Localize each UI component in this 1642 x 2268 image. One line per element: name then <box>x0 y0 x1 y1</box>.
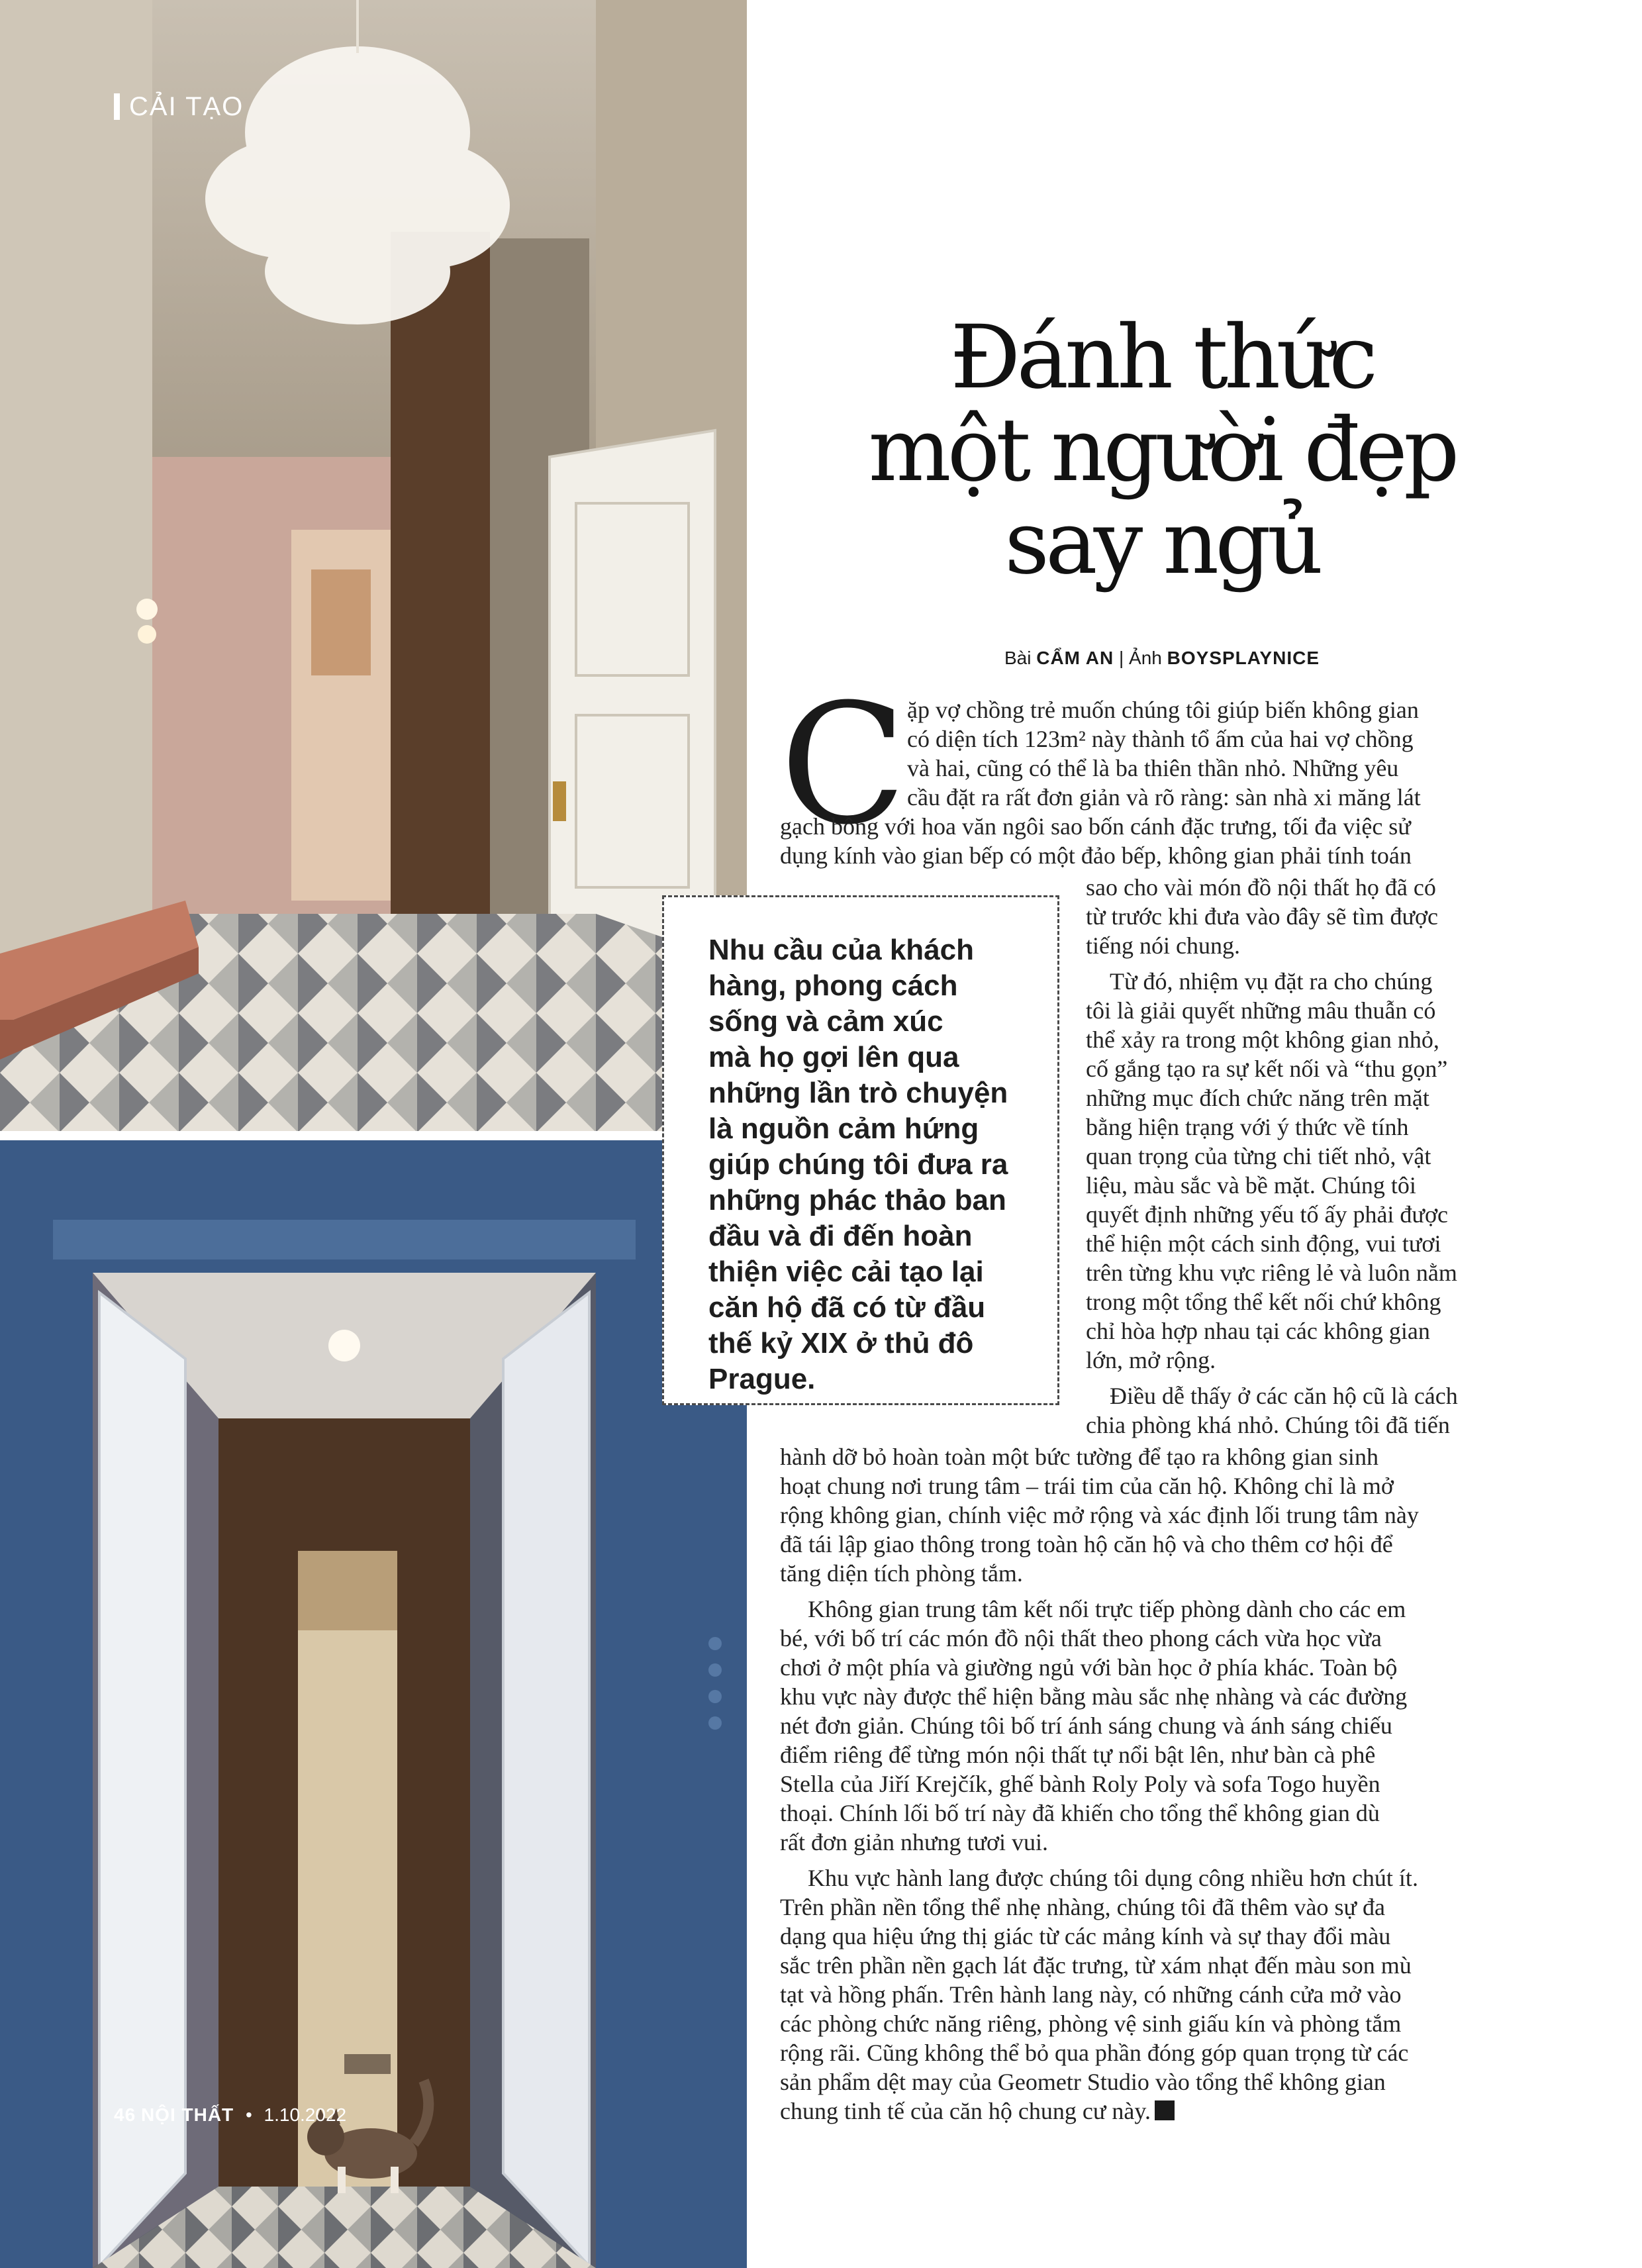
pull-quote-line: Prague. <box>708 1363 816 1395</box>
body-line: chia phòng khá nhỏ. Chúng tôi đã tiến <box>1086 1412 1450 1438</box>
body-line: tăng diện tích phòng tắm. <box>780 1560 1023 1587</box>
pull-quote-line: thế kỷ XIX ở thủ đô <box>708 1327 974 1359</box>
body-line: hoạt chung nơi trung tâm – trái tim của căn hộ. Không chỉ là mở <box>780 1473 1394 1499</box>
pull-quote-line: mà họ gợi lên qua <box>708 1041 959 1073</box>
body-line: sản phẩm dệt may của Geometr Studio vào tổng thể không gian <box>780 2069 1386 2095</box>
body-line: liệu, màu sắc và bề mặt. Chúng tôi <box>1086 1172 1416 1199</box>
body-line: dụng kính vào gian bếp có một đảo bếp, không gian phải tính toán <box>780 842 1412 869</box>
body-line: chơi ở một phía và giường ngủ với bàn học ở phía khác. Toàn bộ <box>780 1654 1398 1681</box>
body-line: gạch bông với hoa văn ngôi sao bốn cánh đặc trưng, tối đa việc sử <box>780 813 1411 840</box>
article-credits <box>761 648 1563 669</box>
body-line: khu vực này được thể hiện bằng màu sắc nhẹ nhàng và các đường <box>780 1683 1408 1710</box>
body-line-last <box>780 2096 1175 2126</box>
headline-line: một người đẹp <box>868 399 1456 501</box>
section-bar <box>114 93 120 120</box>
wall-switch <box>708 1716 722 1730</box>
bathroom-opening <box>298 1551 397 2187</box>
body-line: bé, với bố trí các món đồ nội thất theo phong cách vừa học vừa <box>780 1625 1382 1652</box>
left-wall <box>0 0 152 954</box>
body-line: bằng hiện trạng với ý thức về tính <box>1086 1114 1409 1140</box>
headline-line: Đánh thức <box>949 307 1375 409</box>
headline-line: say ngủ <box>1004 492 1320 594</box>
photo-corridor-illustration <box>0 1140 747 2268</box>
body-line: có diện tích 123m² này thành tổ ấm của hai vợ chồng <box>907 726 1414 752</box>
body-line: chung tinh tế của căn hộ chung cư này. <box>780 2098 1151 2124</box>
drop-cap: C <box>780 668 907 861</box>
body-line: Không gian trung tâm kết nối trực tiếp phòng dành cho các em <box>808 1596 1406 1622</box>
body-line: rộng rãi. Cũng không thể bỏ qua phần đóng góp quan trọng từ các <box>780 2040 1409 2066</box>
section-tag <box>114 91 244 122</box>
bathroom-ceiling <box>298 1551 397 1630</box>
wall-sconce-light <box>138 625 156 644</box>
pull-quote-line: hàng, phong cách <box>708 969 958 1002</box>
credit-photo-prefix: Ảnh <box>1129 648 1162 668</box>
body-line: Điều dễ thấy ở các căn hộ cũ là cách <box>1110 1383 1458 1409</box>
body-line: các phòng chức năng riêng, phòng vệ sinh giấu kín và phòng tắm <box>780 2010 1402 2037</box>
body-line: ặp vợ chồng trẻ muốn chúng tôi giúp biến không gian <box>907 697 1419 723</box>
body-line: quan trọng của từng chi tiết nhỏ, vật <box>1086 1143 1431 1169</box>
ceiling-spotlight <box>328 1330 360 1361</box>
body-line: lớn, mở rộng. <box>1086 1347 1216 1373</box>
pull-quote-line: là nguồn cảm hứng <box>708 1112 979 1145</box>
bathroom-glimpse <box>311 569 371 675</box>
door-handle <box>553 781 566 821</box>
body-line: tạt và hồng phấn. Trên hành lang này, có những cánh cửa mở vào <box>780 1981 1402 2008</box>
body-line: và hai, cũng có thể là ba thiên thần nhỏ. Những yêu <box>907 755 1399 781</box>
body-line: sao cho vài món đồ nội thất họ đã có <box>1086 874 1436 901</box>
credit-photographer: BOYSPLAYNICE <box>1167 648 1320 668</box>
body-line: sắc trên phần nền gạch lát đặc trưng, từ xám nhạt đến màu son mù <box>780 1952 1412 1979</box>
pull-quote <box>708 932 1053 1397</box>
bathroom-sink <box>344 2054 391 2074</box>
credit-text-prefix: Bài <box>1004 648 1032 668</box>
body-line: những mục đích chức năng trên mặt <box>1086 1085 1429 1111</box>
body-line: nét đơn giản. Chúng tôi bố trí ánh sáng chung và ánh sáng chiếu <box>780 1712 1392 1739</box>
body-line: rất đơn giản nhưng tươi vui. <box>780 1829 1049 1855</box>
issue-date: 1.10.2022 <box>264 2104 347 2125</box>
pull-quote-line: những phác thảo ban <box>708 1184 1006 1216</box>
wall-sconce-light <box>136 599 158 620</box>
pull-quote-line: giúp chúng tôi đưa ra <box>708 1148 1008 1181</box>
body-line: Khu vực hành lang được chúng tôi dụng công nhiều hơn chút ít. <box>808 1865 1418 1891</box>
body-line: thể xảy ra trong một không gian nhỏ, <box>1086 1026 1439 1053</box>
page-folio <box>114 2104 346 2126</box>
body-line: quyết định những yếu tố ấy phải được <box>1086 1201 1448 1228</box>
body-line: Stella của Jiří Krejčík, ghế bành Roly Poly và sofa Togo huyền <box>780 1771 1380 1797</box>
body-line: cố gắng tạo ra sự kết nối và “thu gọn” <box>1086 1056 1448 1082</box>
body-line: tiếng nói chung. <box>1086 932 1240 959</box>
body-line: Trên phần nền tổng thể nhẹ nhàng, chúng tôi đã thêm vào sự đa <box>780 1894 1386 1920</box>
body-line: chỉ hòa hợp nhau tại các không gian <box>1086 1318 1430 1344</box>
magazine-name: NỘI THẤT <box>140 2104 234 2125</box>
door-frame-top <box>53 1220 636 1259</box>
end-of-article-square-icon <box>1155 2100 1175 2120</box>
photo-blue-corridor-cat <box>0 1140 747 2268</box>
pull-quote-line: Nhu cầu của khách <box>708 934 975 966</box>
open-door-right <box>503 1293 589 2266</box>
wall-switch <box>708 1663 722 1677</box>
folio-bullet: • <box>245 2104 252 2125</box>
pull-quote-line: thiện việc cải tạo lại <box>708 1256 984 1288</box>
body-line: thoại. Chính lối bố trí này đã khiến cho tổng thể không gian dù <box>780 1800 1380 1826</box>
page-number: 46 <box>114 2104 136 2125</box>
credit-separator: | <box>1118 648 1124 668</box>
body-line: Từ đó, nhiệm vụ đặt ra cho chúng <box>1110 968 1433 995</box>
body-line: rộng không gian, chính việc mở rộng và xác định lối trung tâm này <box>780 1502 1419 1528</box>
body-line: tôi là giải quyết những mâu thuẫn có <box>1086 997 1436 1024</box>
section-label: CẢI TẠO <box>129 91 244 121</box>
wall-switch <box>708 1637 722 1650</box>
photo-hallway-illustration <box>0 0 747 1131</box>
photo-hallway-pendant-lamp <box>0 0 747 1131</box>
body-line: đã tái lập giao thông trong toàn hộ căn hộ và cho thêm cơ hội để <box>780 1531 1393 1557</box>
body-line: trên từng khu vực riêng lẻ và luôn nằm <box>1086 1259 1457 1286</box>
pull-quote-line: đầu và đi đến hoàn <box>708 1220 973 1252</box>
credit-author: CẨM AN <box>1036 648 1114 668</box>
body-line: thể hiện một cách sinh động, vui tươi <box>1086 1230 1441 1257</box>
pull-quote-line: những lần trò chuyện <box>708 1077 1008 1109</box>
pull-quote-line: căn hộ đã có từ đầu <box>708 1291 986 1324</box>
body-line: trong một tổng thể kết nối chứ không <box>1086 1289 1441 1315</box>
article-headline <box>761 307 1563 594</box>
wall-switch <box>708 1690 722 1703</box>
body-line: điểm riêng để từng món nội thất tự nổi bật lên, như bàn cà phê <box>780 1742 1376 1768</box>
body-line: cầu đặt ra rất đơn giản và rõ ràng: sàn nhà xi măng lát <box>907 784 1421 811</box>
body-line: từ trước khi đưa vào đây sẽ tìm được <box>1086 903 1439 930</box>
body-line: hành dỡ bỏ hoàn toàn một bức tường để tạo ra không gian sinh <box>780 1444 1378 1470</box>
wood-column <box>391 232 490 1013</box>
body-line: dạng qua hiệu ứng thị giác từ các mảng kính và sự thay đổi màu <box>780 1923 1391 1949</box>
pull-quote-line: sống và cảm xúc <box>708 1005 943 1038</box>
